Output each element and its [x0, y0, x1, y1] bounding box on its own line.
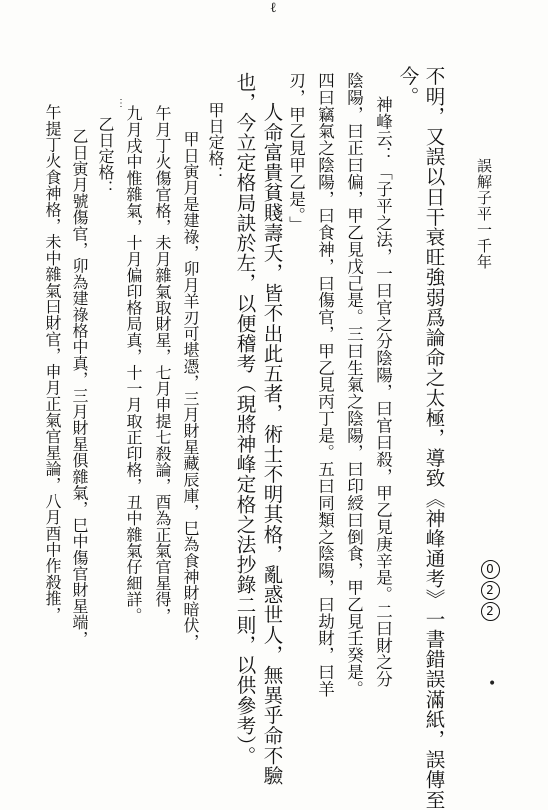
text-column-1: 不明，又誤以日干衰旺強弱爲論命之太極，導致《神峰通考》一書錯誤滿紙，誤傳至 — [422, 66, 446, 810]
text-column-7: 人命富貴貧賤壽夭，皆不出此五者，術士不明其格，亂惑世人，無異乎命不驗 — [260, 102, 284, 786]
verse-column-2: 午月丁火傷官格，未月雜氣取財星，七月申提七殺論，酉為正氣官星得， — [153, 105, 172, 624]
running-title: 誤解子平一千年 — [475, 158, 493, 270]
text-column-4: 陰陽，曰正曰偏，甲乙見戊己是。三曰生氣之陰陽，曰印綬曰倒食，甲乙見壬癸是。 — [344, 72, 364, 698]
ink-mark-left: ⋮ — [116, 98, 126, 109]
text-column-8: 也，今立定格局訣於左，以便稽考（現將神峰定格之法抄錄二則，以供參考）。 — [233, 72, 257, 766]
page-number-digit: 2 — [481, 602, 500, 621]
verse-column-3: 九月戌中惟雜氣，十月偏印格局真，十一月取正印格，丑中雜氣仔細詳。 — [124, 105, 143, 624]
ink-mark-top: ℓ — [270, 0, 277, 16]
section-heading-yi: 乙日定格： — [96, 116, 115, 196]
page-number — [478, 560, 502, 621]
section-heading-jia: 甲日定格： — [206, 102, 225, 182]
verse-column-4: 乙日寅月號傷官，卯為建祿格中真，三月財星俱雜氣，巳中傷官財星端， — [70, 128, 89, 647]
text-column-6: 刃，甲乙見甲乙是。」 — [286, 72, 306, 233]
verse-column-1: 甲日寅月是建祿，卯月羊刃可堪憑，三月財星藏辰庫，巳為食神財暗伏， — [181, 131, 200, 650]
page-number-digit: 0 — [481, 560, 500, 579]
page-number-digit: 2 — [481, 581, 500, 600]
ink-mark-right: • — [488, 676, 497, 692]
verse-column-5: 午提丁火食神格，未中雜氣曰財官，申月正氣官星論，八月酉中作殺推， — [43, 104, 62, 623]
text-column-5: 四曰竊氣之陰陽，曰食神，曰傷官，甲乙見丙丁是。五曰同類之陰陽，曰劫財，曰羊 — [315, 72, 335, 698]
text-column-3: 神峰云：「子平之法，一曰官之分陰陽，曰官曰殺，甲乙見庚辛是。二曰財之分 — [373, 96, 393, 688]
text-column-2: 今。 — [396, 66, 420, 107]
